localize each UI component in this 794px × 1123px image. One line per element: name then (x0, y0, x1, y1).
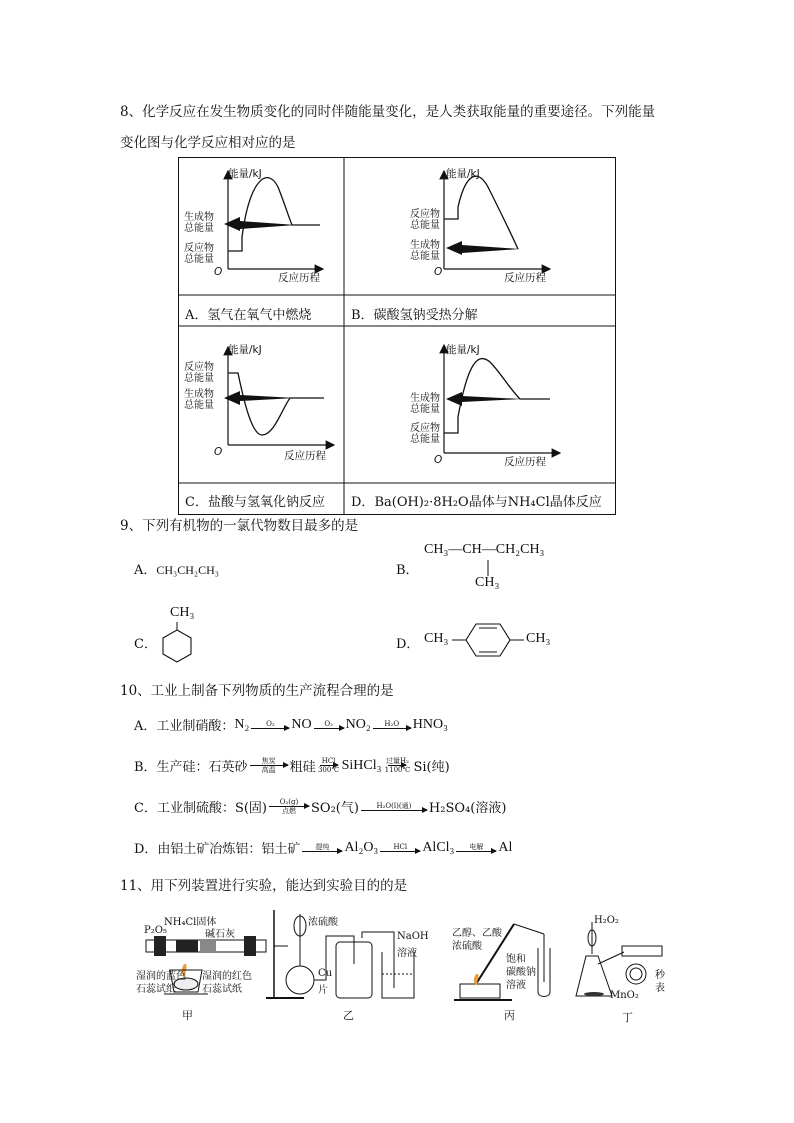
q10-b-cond3a: 过量H₂ (386, 757, 409, 765)
q8-c-letter: C． (185, 495, 208, 510)
q10-c-so2: SO₂(气) (311, 801, 359, 816)
bing-solution-3: 溶液 (506, 980, 526, 991)
ding-mno2-label: MnO₂ (610, 990, 639, 1001)
panel-a-diagram (184, 167, 323, 284)
svg-text:能量/kJ: 能量/kJ (228, 344, 262, 356)
svg-text:O: O (214, 446, 223, 458)
svg-text:能量/kJ: 能量/kJ (228, 168, 262, 180)
svg-text:总能量: 总能量 (184, 254, 214, 265)
svg-text:反应物: 反应物 (410, 423, 440, 434)
q9-d-right-methyl: CH₃ (526, 631, 551, 646)
q9-b-main: CH₃—CH—CH₂CH₃ (424, 542, 545, 557)
svg-text:反应历程: 反应历程 (278, 272, 320, 284)
q10-d-arrow3 (456, 851, 496, 852)
svg-text:生成物: 生成物 (410, 240, 440, 251)
panel-c-diagram (184, 343, 334, 462)
svg-text:O: O (214, 266, 223, 278)
q10-c-cond2: H₂O(l)(通) (376, 802, 412, 810)
jia-blue-paper-1: 湿润的蓝色 (136, 971, 186, 982)
jia-soda-lime-label: 碱石灰 (205, 929, 235, 940)
jia-red-paper-2: 石蕊试纸 (202, 984, 242, 995)
q10-b-arrow1 (250, 765, 288, 766)
q10-d-cond3: 电解 (469, 843, 484, 851)
bing-solution-1: 饱和 (506, 954, 526, 965)
q10-a-no: NO (291, 716, 312, 732)
q10-c-cond1a: O₂(g) (279, 798, 299, 806)
q8-stem-line2: 变化图与化学反应相对应的是 (120, 135, 296, 151)
q9-c-cyclohexane (155, 620, 195, 668)
q10-b-cond1a: 焦炭 (261, 757, 276, 765)
q10-a-label: A．工业制硝酸： (134, 719, 235, 734)
q10-d-arrow2 (380, 851, 420, 852)
panel-b-diagram (410, 167, 550, 284)
q10-d-cond1: 提纯 (315, 843, 330, 851)
q10-b-cond2a: HCl (321, 757, 336, 765)
yi-acid-label: 浓硫酸 (308, 917, 338, 928)
q10-a-arrow3 (373, 728, 411, 729)
q9-c-methyl: CH₃ (170, 605, 195, 620)
svg-text:总能量: 总能量 (184, 373, 214, 384)
svg-text:生成物: 生成物 (184, 212, 214, 223)
q9-b-letter: B． (396, 563, 419, 578)
yi-caption: 乙 (343, 1009, 354, 1022)
q9-a-formula: CH₃CH₂CH₃ (156, 563, 219, 577)
q9-d-benzene-ring (452, 620, 532, 660)
q10-c-h2so4: H₂SO₄(溶液) (428, 801, 507, 816)
ding-caption: 丁 (622, 1011, 633, 1024)
ding-watch-label-1: 秒 (655, 970, 665, 981)
q10-d-label: D．由铝土矿冶炼铝：铝土矿 (134, 842, 301, 857)
jia-blue-paper-2: 石蕊试纸 (136, 984, 176, 995)
q10-b-cond1b: 高温 (261, 766, 276, 774)
q10-a-cond3: H₂O (384, 720, 400, 728)
jia-nh4cl-label: NH₄Cl固体 (164, 917, 217, 928)
q8-b-letter: B． (351, 308, 374, 323)
svg-text:总能量: 总能量 (184, 400, 214, 411)
q9-c-letter: C． (134, 637, 157, 652)
q11-stem: 11、用下列装置进行实验，能达到实验目的的是 (120, 878, 408, 894)
svg-text:总能量: 总能量 (410, 434, 440, 445)
q10-c-cond1b: 点燃 (282, 807, 296, 815)
q10-b-cond3b: 1100℃ (384, 766, 411, 774)
svg-text:能量/kJ: 能量/kJ (446, 168, 480, 180)
q8-stem-line1: 8、化学反应在发生物质变化的同时伴随能量变化，是人类获取能量的重要途径。下列能量 (120, 104, 656, 120)
q10-d-al: Al (498, 839, 513, 855)
q10-b-label: B．生产硅：石英砂 (134, 760, 248, 775)
q8-a-caption: 氢气在氧气中燃烧 (207, 308, 312, 323)
q10-b-cond2b: 300℃ (317, 766, 340, 774)
q10-a-cond1: O₂ (266, 720, 275, 728)
q9-d-left-methyl: CH₃ (424, 631, 449, 646)
q10-c-arrow2 (361, 810, 427, 811)
q9-a-letter: A． (134, 563, 157, 578)
jia-p2o5-label: P₂O₅ (144, 925, 167, 936)
jia-red-paper-1: 湿润的红色 (202, 971, 252, 982)
panel-d-diagram (410, 343, 560, 468)
q8-energy-diagram-table (178, 157, 616, 515)
q10-a-no2: NO₂ (345, 716, 371, 732)
q8-a-letter: A． (185, 308, 208, 323)
q10-c-arrow1 (269, 806, 309, 807)
svg-text:O: O (434, 454, 443, 466)
bing-reagent-2: 浓硫酸 (452, 941, 482, 952)
yi-naoh-label: NaOH (397, 931, 429, 942)
q10-d-cond2: HCl (393, 843, 408, 851)
q10-d-arrow1 (302, 851, 342, 852)
q10-a-cond2: O₂ (324, 720, 333, 728)
svg-text:能量/kJ: 能量/kJ (446, 344, 480, 356)
svg-text:反应历程: 反应历程 (504, 272, 546, 284)
q10-d-alcl3: AlCl₃ (422, 839, 455, 855)
svg-text:反应历程: 反应历程 (284, 450, 326, 462)
bing-reagent-1: 乙醇、乙酸 (452, 928, 502, 939)
bing-caption: 丙 (504, 1009, 515, 1022)
q9-d-letter: D． (396, 637, 420, 652)
svg-text:反应物: 反应物 (184, 243, 214, 254)
q10-b-sihcl3: SiHCl₃ (341, 757, 382, 773)
q8-b-caption: 碳酸氢钠受热分解 (373, 308, 478, 323)
yi-cu-label: Cu (318, 968, 333, 979)
svg-text:总能量: 总能量 (410, 404, 440, 415)
svg-text:生成物: 生成物 (184, 389, 214, 400)
yi-cu-label-2: 片 (318, 985, 328, 996)
bing-solution-2: 碳酸钠 (506, 967, 536, 978)
q9-b-branch: CH₃ (475, 575, 500, 590)
q8-c-caption: 盐酸与氢氧化钠反应 (207, 495, 325, 510)
q10-b-arrow3 (388, 765, 406, 766)
jia-caption: 甲 (182, 1009, 193, 1022)
svg-text:总能量: 总能量 (184, 223, 214, 234)
q10-d-al2o3: Al₂O₃ (344, 839, 379, 855)
q10-a-n2: N₂ (234, 716, 250, 732)
svg-text:生成物: 生成物 (410, 393, 440, 404)
ding-h2o2-label: H₂O₂ (594, 915, 619, 926)
svg-text:总能量: 总能量 (410, 220, 440, 231)
q10-a-arrow1 (251, 728, 289, 729)
yi-naoh-label-2: 溶液 (397, 948, 417, 959)
q10-a-arrow2 (314, 728, 344, 729)
q10-a-hno3: HNO₃ (412, 716, 448, 732)
q10-b-crude-si: 粗硅 (289, 760, 316, 775)
ding-watch-label-2: 表 (655, 983, 665, 994)
q10-stem: 10、工业上制备下列物质的生产流程合理的是 (120, 683, 394, 699)
q8-d-caption: Ba(OH)₂·8H₂O晶体与NH₄Cl晶体反应 (374, 495, 602, 510)
svg-text:反应历程: 反应历程 (504, 456, 546, 468)
q9-stem: 9、下列有机物的一氯代物数目最多的是 (120, 518, 359, 534)
svg-text:O: O (434, 266, 443, 278)
q10-c-label: C．工业制硫酸：S(固) (134, 801, 267, 816)
q10-b-pure-si: Si(纯) (413, 760, 450, 775)
q10-b-arrow2 (320, 765, 338, 766)
q8-d-letter: D． (351, 495, 375, 510)
svg-text:反应物: 反应物 (184, 362, 214, 373)
svg-text:总能量: 总能量 (410, 251, 440, 262)
svg-text:反应物: 反应物 (410, 209, 440, 220)
